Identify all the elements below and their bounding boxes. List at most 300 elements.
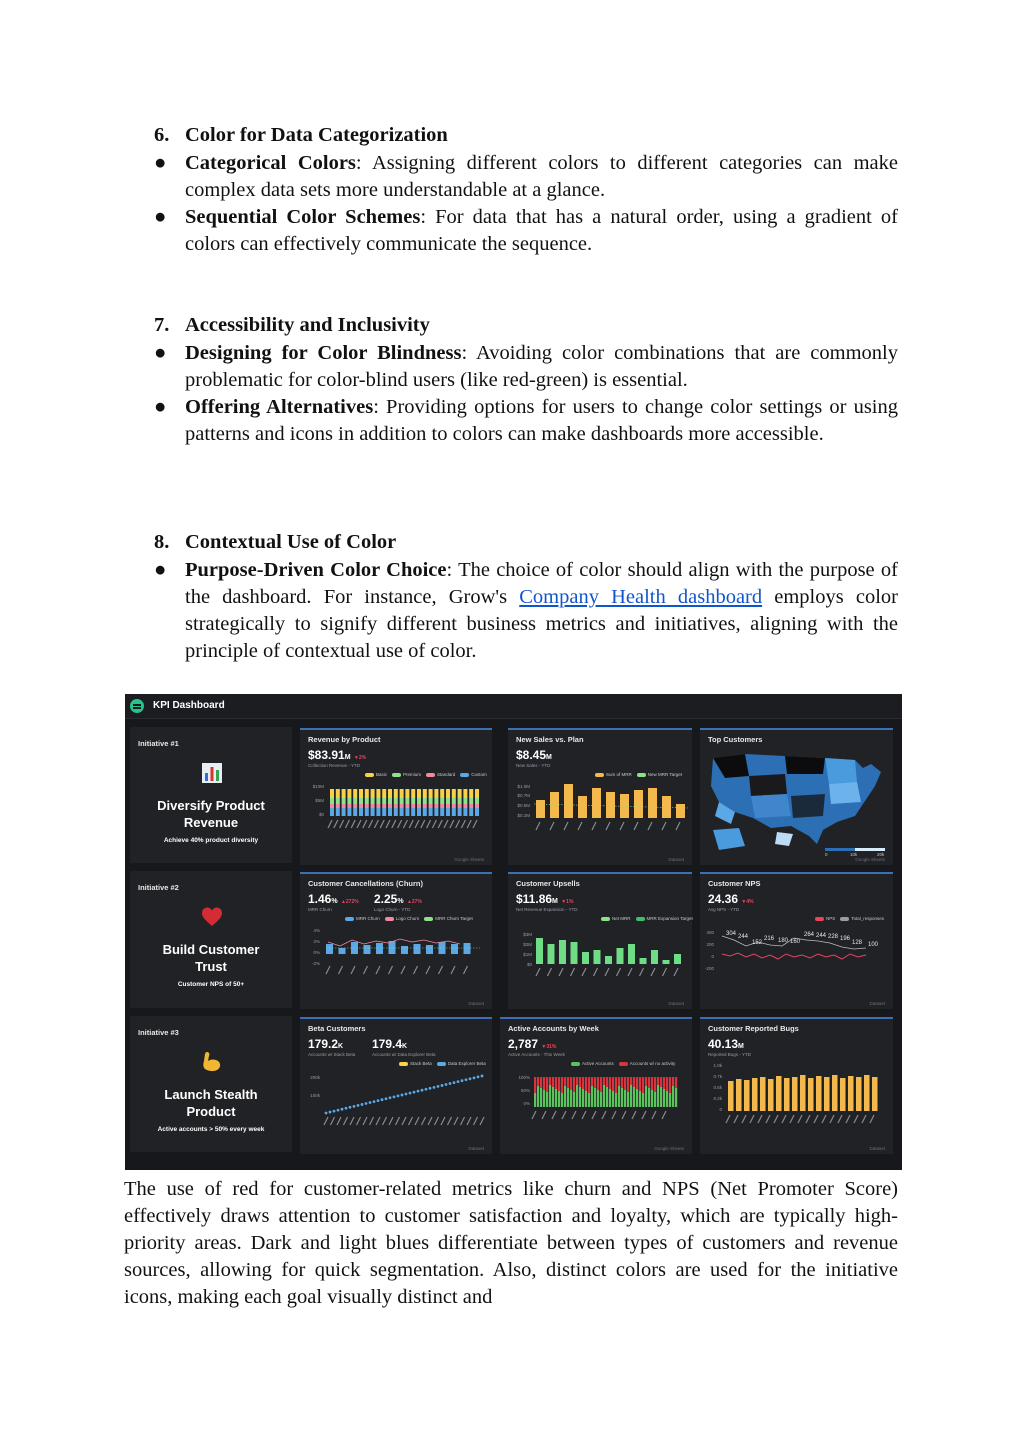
x-tick [334,820,338,828]
active-segment [651,1090,653,1107]
x-tick [427,820,431,828]
x-tick [634,822,638,830]
svg-text:0: 0 [711,954,714,959]
x-tick [542,1111,546,1119]
beta-point [389,1096,392,1099]
inactive-segment [558,1077,560,1091]
revenue-bar-segment [434,789,438,798]
svg-text:100k: 100k [310,1093,320,1098]
upsell-bar [594,950,601,964]
active-segment [579,1087,581,1107]
active-segment [627,1092,629,1107]
x-tick [438,820,442,828]
inactive-segment [612,1077,614,1091]
inactive-segment [600,1077,602,1092]
revenue-bar-segment [452,798,456,804]
inactive-segment [564,1077,566,1086]
x-tick [578,822,582,830]
x-tick [822,1115,826,1123]
sales-bar [592,788,601,818]
active-segment [606,1087,608,1107]
revenue-bar-segment [434,804,438,808]
inactive-segment [657,1077,659,1085]
x-tick [628,968,632,976]
revenue-bar-segment [434,798,438,804]
revenue-bar-segment [446,798,450,804]
bullet-alternatives: ● Offering Alternatives: Providing options for users to change color settings or using patterns and icons in addition to colors can make dashboards more accessible. [154,396,898,445]
bug-bar [768,1079,774,1111]
revenue-bar-segment [388,798,392,804]
x-tick [339,966,343,974]
upsells-kpi: $11.86M ▼1% [516,892,574,906]
inactive-segment [573,1077,575,1092]
x-tick [426,966,430,974]
svg-text:4%: 4% [313,928,320,933]
upsell-bar [640,958,647,964]
beta-point [441,1084,444,1087]
beta-chart [300,1069,492,1149]
inactive-segment [633,1077,635,1087]
panel-churn [300,872,492,1009]
inactive-segment [666,1077,668,1091]
active-segment [645,1086,647,1107]
svg-text:0.7k: 0.7k [713,1074,722,1079]
inactive-segment [546,1077,548,1092]
inactive-segment [585,1077,587,1091]
data-source-label: Google Sheets [654,1146,684,1151]
revenue-bar-segment [458,808,462,816]
inactive-segment [582,1077,584,1089]
company-health-dashboard-link[interactable]: Company Health dashboard [519,586,763,608]
x-tick [439,966,443,974]
active-segment [657,1085,659,1107]
revenue-bar-segment [382,804,386,808]
inactive-segment [576,1077,578,1085]
inactive-segment [567,1077,569,1088]
x-tick [854,1115,858,1123]
revenue-bar-segment [382,789,386,798]
x-tick [337,1117,341,1125]
bar-chart-icon [200,761,224,785]
x-tick [838,1115,842,1123]
beta-point [433,1086,436,1089]
x-tick [766,1115,770,1123]
revenue-bar-segment [359,804,363,808]
bug-bar [728,1081,734,1111]
chart-legend: Basic Premium Standard Custom [360,772,487,777]
revenue-bar-segment [388,789,392,798]
beta-point [373,1100,376,1103]
x-tick [376,966,380,974]
svg-text:$0.5M: $0.5M [517,803,530,808]
bug-bar [872,1077,878,1111]
inactive-segment [621,1077,623,1088]
kpi-subtitle: MRR Churn [308,907,332,912]
x-tick [830,1115,834,1123]
kpi-subtitle: Reported Bugs - YTD [708,1052,751,1057]
panel-top-customers [700,728,893,865]
revenue-bar-segment [394,789,398,798]
revenue-bar-segment [417,798,421,804]
beta-point [401,1094,404,1097]
x-tick [870,1115,874,1123]
revenue-bar-segment [371,804,375,808]
svg-text:2%: 2% [313,939,320,944]
bugs-chart [700,1061,893,1149]
beta-point [421,1089,424,1092]
active-segment [591,1086,593,1107]
svg-text:244: 244 [816,933,827,939]
x-tick [364,966,368,974]
kpi-subtitle: Net Revenue Expansion - YTD [516,907,578,912]
revenue-bar-segment [371,789,375,798]
upsell-bar [651,950,658,964]
x-tick [726,1115,730,1123]
x-tick [326,966,330,974]
x-tick [592,822,596,830]
inactive-segment [648,1077,650,1088]
flexed-biceps-icon [200,1050,224,1074]
x-tick [606,822,610,830]
initiative-headline: Launch Stealth Product [164,1087,258,1119]
revenue-bar-segment [359,798,363,804]
churn-bar [414,944,421,954]
svg-text:100%: 100% [518,1075,530,1080]
x-tick [562,1111,566,1119]
active-segment [630,1085,632,1107]
panel-title: Customer Upsells [516,879,580,888]
revenue-bar-segment [434,808,438,816]
x-tick [620,822,624,830]
revenue-bar-segment [475,808,479,816]
beta-point [469,1077,472,1080]
bullet-categorical-colors: ● Categorical Colors: Assigning different colors to different categories can make complex data sets more understandable at a glance. [154,152,898,201]
revenue-bar-segment [475,798,479,804]
x-tick [328,820,332,828]
svg-text:50%: 50% [520,1088,530,1093]
x-tick [782,1115,786,1123]
revenue-bar-segment [347,804,351,808]
panel-title: Customer Reported Bugs [708,1024,799,1033]
revenue-bar-segment [475,804,479,808]
x-tick [605,968,609,976]
churn-bar [326,944,333,954]
x-tick [467,1117,471,1125]
panel-title: Beta Customers [308,1024,366,1033]
x-tick [461,820,465,828]
svg-text:$0: $0 [526,962,532,967]
data-source-label: Dataset [468,1001,484,1006]
x-tick [663,968,667,976]
revenue-bar-segment [440,789,444,798]
beta-point [473,1076,476,1079]
active-segment [603,1085,605,1107]
bug-bar [856,1077,862,1111]
x-tick [734,1115,738,1123]
revenue-bar-segment [353,798,357,804]
kpi-dashboard-image [125,694,902,1170]
inactive-segment [594,1077,596,1088]
inactive-segment [639,1077,641,1091]
revenue-bar-segment [336,798,340,804]
bug-bar [752,1078,758,1111]
active-segment [648,1088,650,1107]
revenue-bar-segment [330,798,334,804]
bug-bar [800,1075,806,1111]
revenue-bar-segment [330,804,334,808]
active-segment [564,1086,566,1107]
y-tick: $10M [312,784,324,789]
nps-chart [700,924,893,1004]
revenue-bar-segment [400,808,404,816]
kpi-subtitle: New Sales - YTD [516,763,551,768]
svg-text:0: 0 [719,1107,722,1112]
x-tick [552,1111,556,1119]
x-tick [742,1115,746,1123]
active-segment [636,1089,638,1107]
beta-point [449,1082,452,1085]
active-segment [654,1092,656,1107]
revenue-bar-segment [446,808,450,816]
kpi-subtitle: Logo Churn - YTD [374,907,411,912]
beta-point [361,1103,364,1106]
active-segment [615,1093,617,1107]
revenue-bar-segment [376,808,380,816]
x-tick [846,1115,850,1123]
revenue-bar-segment [394,804,398,808]
initiative-headline: Build Customer Trust [162,942,260,974]
svg-text:0%: 0% [313,950,320,955]
active-segment [669,1093,671,1107]
upsell-bar [674,954,681,964]
upsell-bar [582,952,589,964]
beta-point [477,1076,480,1079]
x-tick [357,820,361,828]
x-tick [386,820,390,828]
x-tick [612,1111,616,1119]
revenue-bar-segment [417,804,421,808]
revenue-bar-segment [382,798,386,804]
x-tick [632,1111,636,1119]
y-tick: $5M [315,798,324,803]
x-tick [444,820,448,828]
upsell-bar [605,956,612,964]
initiative-headline: Diversify Product Revenue [157,798,265,830]
data-source-label: Dataset [869,1001,885,1006]
bullet-sequential-colors: ● Sequential Color Schemes: For data that has a natural order, using a gradient of colors can effectively communicate the sequence. [154,206,898,255]
x-tick [467,820,471,828]
svg-text:$0.7M: $0.7M [517,793,530,798]
revenue-chart [300,780,492,860]
active-segment [582,1089,584,1107]
svg-text:160: 160 [790,939,801,945]
revenue-bar-segment [330,789,334,798]
x-tick [370,1117,374,1125]
active-accounts-chart [500,1069,692,1149]
beta-point [405,1093,408,1096]
svg-text:264: 264 [804,932,815,938]
revenue-bar-segment [353,808,357,816]
panel-new-sales [508,728,692,865]
bugs-kpi: 40.13M [708,1037,744,1051]
revenue-bar-segment [342,804,346,808]
data-source-label: Google Sheets [855,857,885,862]
svg-text:400: 400 [706,930,714,935]
revenue-bar-segment [342,808,346,816]
revenue-bar-segment [463,798,467,804]
active-segment [675,1088,677,1107]
inactive-segment [624,1077,626,1090]
x-tick [369,820,373,828]
beta-point [345,1107,348,1110]
bug-bar [808,1078,814,1111]
x-tick [324,1117,328,1125]
x-tick [582,968,586,976]
beta-point [377,1099,380,1102]
new-sales-kpi: $8.45M [516,748,552,762]
x-tick [398,820,402,828]
active-segment [567,1088,569,1107]
initiative-label: Initiative #3 [138,1028,179,1037]
dashboard-header [125,694,902,719]
bug-bar [824,1077,830,1111]
section-7-heading: 7. Accessibility and Inclusivity [154,314,430,336]
revenue-bar-segment [359,808,363,816]
revenue-bar-segment [330,808,334,816]
active-segment [660,1087,662,1107]
initiative-goal: Active accounts > 50% every week [157,1126,265,1133]
x-tick [454,1117,458,1125]
inactive-segment [615,1077,617,1093]
revenue-bar-segment [400,804,404,808]
active-segment [540,1088,542,1107]
x-tick [461,1117,465,1125]
panel-upsells [508,872,692,1009]
beta-point [417,1090,420,1093]
revenue-bar-segment [347,798,351,804]
kpi-subtitle: Collection Revenue - YTD [308,763,360,768]
bug-bar [744,1080,750,1111]
x-tick [536,822,540,830]
closing-paragraph: The use of red for customer-related metrics like churn and NPS (Net Promoter Score) effectively draws attention to customer satisfaction and loyalty, which are typically high-priority areas. Dark and light blues differentiate between types of customers and revenue sources, allowing for quick segmentation. Also, distinct colors are used for the initiative icons, making each goal visually distinct and [124,1178,898,1308]
kpi-subtitle: Accounts w/ Data Explorer Beta [372,1052,436,1057]
x-tick [536,968,540,976]
x-tick [340,820,344,828]
inactive-segment [663,1077,665,1089]
bug-bar [776,1076,782,1111]
bug-bar [784,1078,790,1111]
x-tick [652,1111,656,1119]
revenue-bar-segment [376,798,380,804]
revenue-bar-segment [463,789,467,798]
revenue-bar-segment [463,804,467,808]
churn-bar [376,943,383,954]
revenue-bar-segment [423,798,427,804]
initiative-goal: Customer NPS of 50+ [177,981,245,988]
inactive-segment [627,1077,629,1092]
x-tick [401,966,405,974]
revenue-bar-segment [405,804,409,808]
x-tick [676,822,680,830]
revenue-bar-segment [376,789,380,798]
active-segment [534,1093,536,1107]
svg-text:-2%: -2% [311,961,320,966]
panel-beta-customers [300,1017,492,1154]
sales-bar [606,792,615,818]
beta-point [349,1106,352,1109]
svg-text:100: 100 [868,942,879,948]
active-segment [561,1093,563,1107]
svg-text:$0.2M: $0.2M [517,813,530,818]
beta-point [333,1110,336,1113]
inactive-segment [588,1077,590,1093]
active-segment [621,1088,623,1107]
x-tick [345,820,349,828]
active-segment [666,1091,668,1107]
x-tick [428,1117,432,1125]
inactive-segment [561,1077,563,1093]
upsell-bar [536,938,543,964]
revenue-bar-segment [469,808,473,816]
stack-beta-kpi: 179.2K [308,1037,344,1051]
initiative-card-2 [130,871,292,1008]
x-tick [640,968,644,976]
panel-active-accounts [500,1017,692,1154]
panel-title: Customer Cancellations (Churn) [308,879,424,888]
revenue-bar-segment [458,804,462,808]
active-segment [600,1092,602,1107]
inactive-segment [645,1077,647,1086]
svg-text:152: 152 [752,940,763,946]
svg-text:228: 228 [828,934,839,940]
churn-bar [339,948,346,954]
revenue-bar-segment [365,789,369,798]
revenue-bar-segment [446,789,450,798]
active-segment [558,1091,560,1107]
x-tick [814,1115,818,1123]
beta-point [457,1080,460,1083]
inactive-segment [579,1077,581,1087]
revenue-bar-segment [371,798,375,804]
inactive-segment [636,1077,638,1089]
beta-point [453,1081,456,1084]
inactive-segment [549,1077,551,1085]
revenue-bar-segment [382,808,386,816]
inactive-segment [669,1077,671,1093]
svg-text:1.0k: 1.0k [713,1063,722,1068]
active-segment [537,1086,539,1107]
active-segment [612,1091,614,1107]
active-segment [585,1091,587,1107]
upsell-bar [628,944,635,964]
svg-text:$2M: $2M [523,942,532,947]
beta-point [465,1078,468,1081]
bug-bar [840,1078,846,1111]
active-segment [672,1086,674,1107]
x-tick [376,1117,380,1125]
chart-legend: Net MRR MRR Expansion Target [596,916,693,921]
y-tick: $0 [318,812,324,817]
x-tick [422,1117,426,1125]
active-segment [597,1090,599,1107]
active-segment [576,1085,578,1107]
x-tick [651,968,655,976]
svg-text:-200: -200 [704,966,714,971]
panel-title: Top Customers [708,735,763,744]
beta-point [337,1109,340,1112]
x-tick [409,1117,413,1125]
inactive-segment [570,1077,572,1090]
